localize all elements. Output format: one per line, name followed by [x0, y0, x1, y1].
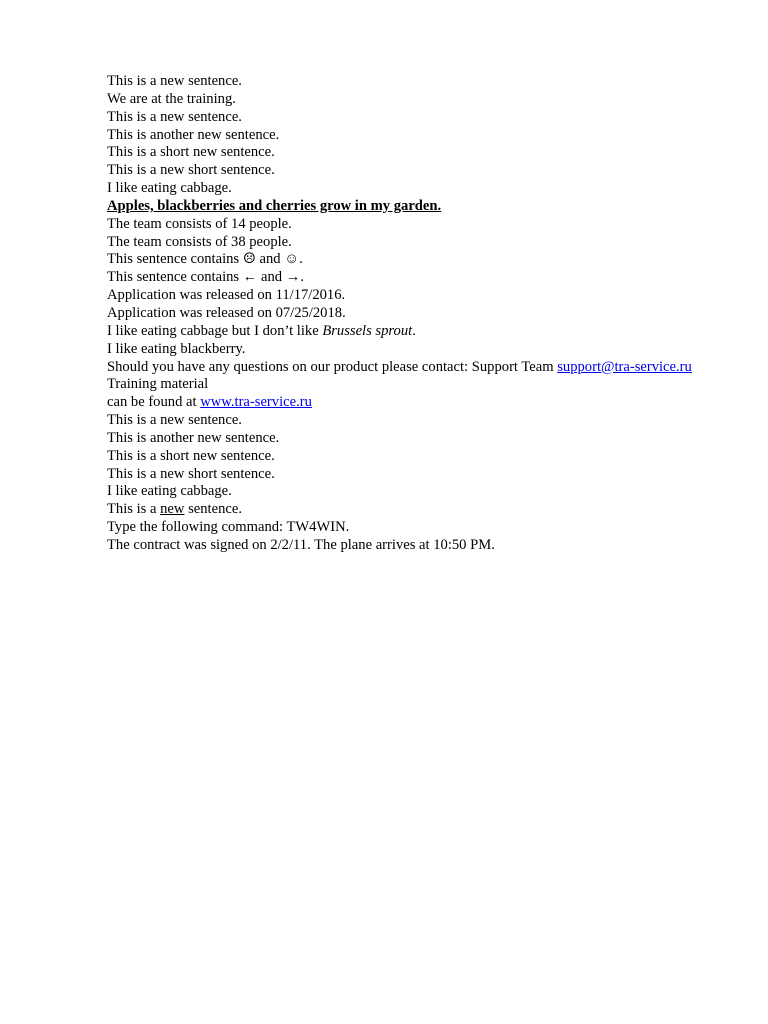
brussels-suffix: .: [412, 322, 416, 339]
new-suffix: sentence.: [184, 501, 242, 518]
brussels-italic: Brussels sprout: [322, 322, 413, 339]
support-prefix: Should you have any questions on our product please contact: Support Team: [107, 358, 558, 375]
text-line: This is a new sentence.: [107, 108, 242, 125]
text-line: This is a new sentence.: [107, 412, 242, 429]
text-line: The team consists of 14 people.: [107, 215, 292, 232]
symbols-prefix: This sentence contains: [107, 251, 243, 268]
arrows-mid: and: [257, 269, 286, 286]
text-line: The team consists of 38 people.: [107, 233, 292, 250]
text-line: Application was released on 07/25/2018.: [107, 304, 346, 321]
brussels-line: [107, 323, 747, 341]
brussels-prefix: I like eating cabbage but I don’t like: [107, 322, 323, 339]
text-line: Type the following command: TW4WIN.: [107, 519, 350, 536]
text-line: This is a short new sentence.: [107, 144, 275, 161]
right-arrow-icon: →: [285, 269, 301, 286]
new-sentence-line: [107, 501, 747, 519]
text-line: I like eating blackberry.: [107, 340, 246, 357]
support-line: [107, 359, 747, 377]
text-line: I like eating cabbage.: [107, 180, 232, 197]
found-at-prefix: can be found at: [107, 394, 201, 411]
arrows-line: [107, 269, 747, 287]
text-line: This is a new short sentence.: [107, 465, 275, 482]
text-line: The contract was signed on 2/2/11. The plane arrives at 10:50 PM.: [107, 536, 495, 553]
found-at-line: [107, 394, 747, 412]
sad-face-icon: ☹: [242, 251, 256, 268]
symbols-suffix: .: [299, 251, 303, 268]
left-arrow-icon: ←: [242, 269, 258, 286]
text-line: Application was released on 11/17/2016.: [107, 287, 346, 304]
document-body: [107, 73, 747, 555]
text-line: This is another new sentence.: [107, 429, 280, 446]
underlined-word: new: [160, 501, 185, 518]
symbols-mid: and: [255, 251, 285, 268]
happy-face-icon: ☺: [284, 251, 300, 268]
arrows-suffix: .: [300, 269, 304, 286]
arrows-prefix: This sentence contains: [107, 269, 243, 286]
text-line: This is a short new sentence.: [107, 447, 275, 464]
symbols-line: [107, 251, 747, 269]
text-line: This is a new short sentence.: [107, 162, 275, 179]
text-line: We are at the training.: [107, 90, 236, 107]
bold-underlined-heading: Apples, blackberries and cherries grow in my garden.: [107, 197, 442, 214]
website-link[interactable]: www.tra-service.ru: [200, 394, 312, 411]
text-line: I like eating cabbage.: [107, 483, 232, 500]
support-email-link[interactable]: support@tra-service.ru: [557, 358, 692, 375]
text-line: Training material: [107, 376, 209, 393]
text-line: This is another new sentence.: [107, 126, 280, 143]
text-line: This is a new sentence.: [107, 73, 242, 89]
new-prefix: This is a: [107, 501, 161, 518]
